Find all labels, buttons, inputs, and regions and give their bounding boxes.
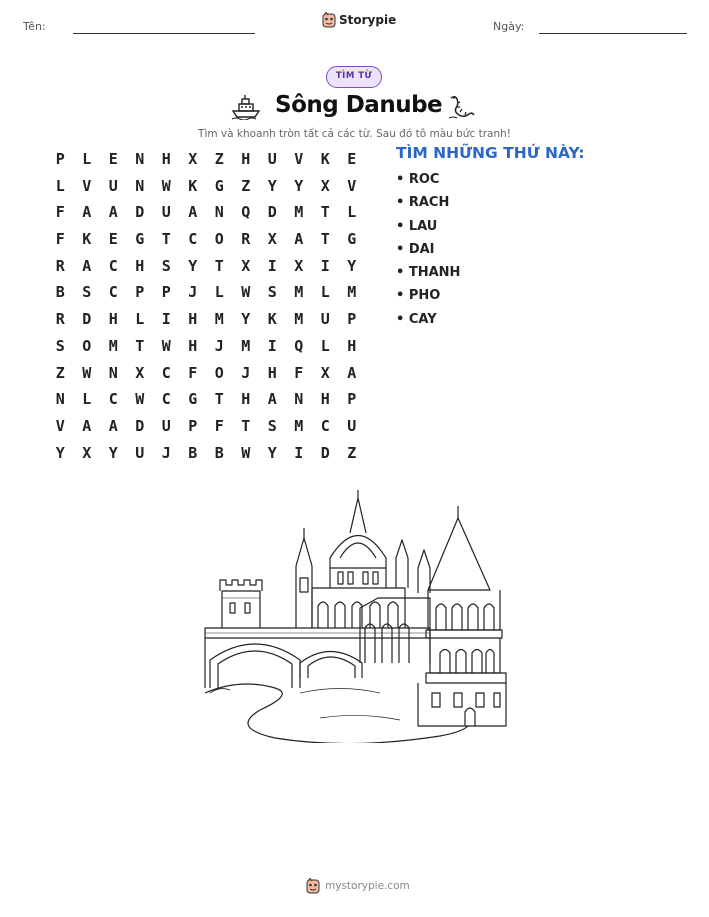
grid-cell[interactable]: Y [108, 443, 118, 462]
grid-cell[interactable]: C [161, 363, 171, 382]
grid-cell[interactable]: B [188, 443, 198, 462]
grid-cell[interactable]: V [294, 150, 304, 168]
grid-cell[interactable]: X [82, 443, 92, 462]
grid-cell[interactable]: C [320, 416, 330, 435]
grid-cell[interactable]: Z [214, 150, 224, 168]
grid-cell[interactable]: M [294, 283, 304, 302]
grid-cell[interactable]: S [161, 256, 171, 275]
grid-cell[interactable]: M [294, 310, 304, 329]
grid-cell[interactable]: C [108, 256, 118, 275]
grid-cell[interactable]: U [135, 443, 145, 462]
grid-cell[interactable]: N [135, 150, 145, 168]
instructions: Tìm và khoanh tròn tất cả các từ. Sau đó tô màu bức tranh! [198, 128, 511, 140]
grid-cell[interactable]: L [82, 150, 92, 168]
grid-cell[interactable]: F [294, 363, 304, 382]
grid-cell[interactable]: U [161, 203, 171, 222]
grid-cell[interactable]: D [135, 203, 145, 222]
grid-cell[interactable]: Q [294, 336, 304, 355]
grid-cell[interactable]: Y [241, 310, 251, 329]
grid-cell[interactable]: H [241, 150, 251, 168]
grid-row [47, 360, 365, 387]
grid-cell[interactable]: T [320, 230, 330, 249]
grid-cell[interactable]: B [214, 443, 224, 462]
footer [306, 878, 410, 894]
dragon-icon [447, 94, 477, 120]
grid-cell[interactable]: A [294, 230, 304, 249]
grid-cell[interactable]: K [82, 230, 92, 249]
brand-name: Storypie [339, 13, 397, 27]
grid-cell[interactable]: T [161, 230, 171, 249]
grid-cell[interactable]: J [188, 283, 198, 302]
grid-cell[interactable]: U [320, 310, 330, 329]
grid-cell[interactable]: K [188, 176, 198, 195]
grid-cell[interactable]: N [135, 176, 145, 195]
brand-logo [322, 12, 396, 28]
grid-cell[interactable]: X [320, 176, 330, 195]
grid-cell[interactable]: M [108, 336, 118, 355]
grid-cell[interactable]: R [55, 310, 65, 329]
grid-cell[interactable]: G [214, 176, 224, 195]
word-list-item: • THANH [396, 265, 461, 281]
grid-row [47, 333, 365, 360]
grid-cell[interactable]: F [55, 203, 65, 222]
grid-cell[interactable]: J [241, 363, 251, 382]
boat-icon [231, 94, 261, 120]
grid-cell[interactable]: N [294, 390, 304, 409]
grid-cell[interactable]: G [188, 390, 198, 409]
grid-cell[interactable]: X [135, 363, 145, 382]
grid-cell[interactable]: S [267, 283, 277, 302]
grid-cell[interactable]: H [241, 390, 251, 409]
grid-cell[interactable]: V [55, 416, 65, 435]
grid-cell[interactable]: I [267, 256, 277, 275]
grid-cell[interactable]: L [135, 310, 145, 329]
grid-cell[interactable]: D [82, 310, 92, 329]
grid-cell[interactable]: K [320, 150, 330, 168]
grid-cell[interactable]: Q [241, 203, 251, 222]
grid-cell[interactable]: C [108, 283, 118, 302]
grid-cell[interactable]: X [267, 230, 277, 249]
grid-cell[interactable]: P [55, 150, 65, 168]
grid-cell[interactable]: W [241, 443, 251, 462]
grid-row [47, 253, 365, 280]
grid-cell[interactable]: S [267, 416, 277, 435]
grid-cell[interactable]: W [135, 390, 145, 409]
grid-cell[interactable]: X [188, 150, 198, 168]
grid-cell[interactable]: U [108, 176, 118, 195]
grid-cell[interactable]: W [161, 176, 171, 195]
grid-cell[interactable]: G [135, 230, 145, 249]
grid-cell[interactable]: R [241, 230, 251, 249]
grid-cell[interactable]: Y [188, 256, 198, 275]
grid-cell[interactable]: L [82, 390, 92, 409]
grid-row [47, 386, 365, 413]
grid-cell[interactable]: H [320, 390, 330, 409]
grid-row [47, 279, 365, 306]
grid-cell[interactable]: C [188, 230, 198, 249]
grid-cell[interactable]: W [161, 336, 171, 355]
grid-cell[interactable]: F [214, 416, 224, 435]
grid-cell[interactable]: H [267, 363, 277, 382]
grid-cell[interactable]: A [108, 203, 118, 222]
grid-cell[interactable]: G [347, 230, 357, 249]
grid-cell[interactable]: F [55, 230, 65, 249]
grid-cell[interactable]: L [55, 176, 65, 195]
word-list-item: • RACH [396, 195, 450, 211]
grid-cell[interactable]: A [108, 416, 118, 435]
grid-cell[interactable]: P [347, 310, 357, 329]
footer-url[interactable]: mystorypie.com [325, 880, 410, 892]
grid-cell[interactable]: T [241, 416, 251, 435]
word-list-item: • CAY [396, 311, 437, 327]
grid-cell[interactable]: O [214, 230, 224, 249]
grid-row [47, 199, 365, 226]
grid-cell[interactable]: A [267, 390, 277, 409]
grid-row [47, 306, 365, 333]
grid-cell[interactable]: V [82, 176, 92, 195]
grid-cell[interactable]: H [188, 336, 198, 355]
danube-castle-illustration[interactable] [200, 488, 510, 743]
grid-cell[interactable]: E [108, 150, 118, 168]
grid-cell[interactable]: Z [347, 443, 357, 462]
grid-cell[interactable]: E [108, 230, 118, 249]
grid-cell[interactable]: M [214, 310, 224, 329]
word-search-grid[interactable] [47, 146, 365, 466]
grid-cell[interactable]: K [267, 310, 277, 329]
grid-cell[interactable]: L [214, 283, 224, 302]
grid-cell[interactable]: D [267, 203, 277, 222]
grid-row [47, 413, 365, 440]
grid-cell[interactable]: H [108, 310, 118, 329]
storypie-mascot-icon [322, 12, 336, 28]
grid-cell[interactable]: C [161, 390, 171, 409]
grid-cell[interactable]: D [135, 416, 145, 435]
grid-row [47, 146, 365, 173]
grid-cell[interactable]: U [161, 416, 171, 435]
word-list-item: • PHO [396, 288, 441, 304]
grid-cell[interactable]: U [347, 416, 357, 435]
grid-cell[interactable]: P [347, 390, 357, 409]
grid-cell[interactable]: Y [347, 256, 357, 275]
grid-cell[interactable]: E [347, 150, 357, 168]
storypie-mascot-icon [306, 878, 320, 894]
grid-cell[interactable]: L [320, 283, 330, 302]
grid-cell[interactable]: H [135, 256, 145, 275]
grid-cell[interactable]: X [294, 256, 304, 275]
grid-cell[interactable]: Y [294, 176, 304, 195]
grid-cell[interactable]: A [347, 363, 357, 382]
grid-cell[interactable]: L [347, 203, 357, 222]
grid-cell[interactable]: L [320, 336, 330, 355]
grid-cell[interactable]: T [320, 203, 330, 222]
grid-cell[interactable]: R [55, 256, 65, 275]
grid-cell[interactable]: X [320, 363, 330, 382]
grid-cell[interactable]: W [82, 363, 92, 382]
grid-cell[interactable]: U [267, 150, 277, 168]
grid-cell[interactable]: M [347, 283, 357, 302]
grid-cell[interactable]: Z [55, 363, 65, 382]
grid-cell[interactable]: H [161, 150, 171, 168]
word-list-item: • DAI [396, 241, 435, 257]
grid-cell[interactable]: W [241, 283, 251, 302]
grid-cell[interactable]: A [188, 203, 198, 222]
word-search-badge: TÌM TỪ [326, 66, 382, 88]
grid-cell[interactable]: J [161, 443, 171, 462]
grid-cell[interactable]: I [320, 256, 330, 275]
grid-cell[interactable]: M [294, 203, 304, 222]
grid-cell[interactable]: T [214, 390, 224, 409]
grid-cell[interactable]: I [294, 443, 304, 462]
date-label: Ngày: [493, 20, 525, 33]
name-line[interactable] [73, 33, 255, 34]
grid-cell[interactable]: N [214, 203, 224, 222]
title-row [0, 92, 709, 126]
grid-cell[interactable]: C [108, 390, 118, 409]
grid-cell[interactable]: A [82, 203, 92, 222]
grid-cell[interactable]: F [188, 363, 198, 382]
grid-cell[interactable]: M [294, 416, 304, 435]
grid-cell[interactable]: Y [267, 176, 277, 195]
grid-cell[interactable]: P [161, 283, 171, 302]
grid-cell[interactable]: Y [55, 443, 65, 462]
grid-cell[interactable]: H [347, 336, 357, 355]
find-list-title: TÌM NHỮNG THỨ NÀY: [396, 144, 585, 162]
page-title: Sông Danube [275, 92, 443, 118]
grid-cell[interactable]: N [55, 390, 65, 409]
word-list-item: • ROC [396, 172, 440, 187]
grid-cell[interactable]: A [82, 256, 92, 275]
grid-cell[interactable]: T [135, 336, 145, 355]
grid-cell[interactable]: D [320, 443, 330, 462]
grid-row [47, 226, 365, 253]
date-line[interactable] [539, 33, 687, 34]
grid-cell[interactable]: M [241, 336, 251, 355]
name-label: Tên: [23, 20, 46, 33]
grid-cell[interactable]: J [214, 336, 224, 355]
grid-row [47, 173, 365, 200]
grid-cell[interactable]: P [188, 416, 198, 435]
grid-cell[interactable]: Z [241, 176, 251, 195]
grid-cell[interactable]: O [82, 336, 92, 355]
grid-cell[interactable]: T [214, 256, 224, 275]
grid-cell[interactable]: X [241, 256, 251, 275]
grid-cell[interactable]: S [82, 283, 92, 302]
grid-cell[interactable]: A [82, 416, 92, 435]
grid-cell[interactable]: N [108, 363, 118, 382]
grid-row [47, 440, 365, 467]
grid-cell[interactable]: O [214, 363, 224, 382]
word-list [396, 171, 460, 334]
grid-cell[interactable]: I [267, 336, 277, 355]
grid-cell[interactable]: V [347, 176, 357, 195]
grid-cell[interactable]: B [55, 283, 65, 302]
word-list-item: • LAU [396, 218, 438, 234]
grid-cell[interactable]: I [161, 310, 171, 329]
grid-cell[interactable]: P [135, 283, 145, 302]
grid-cell[interactable]: Y [267, 443, 277, 462]
grid-cell[interactable]: H [188, 310, 198, 329]
grid-cell[interactable]: S [55, 336, 65, 355]
